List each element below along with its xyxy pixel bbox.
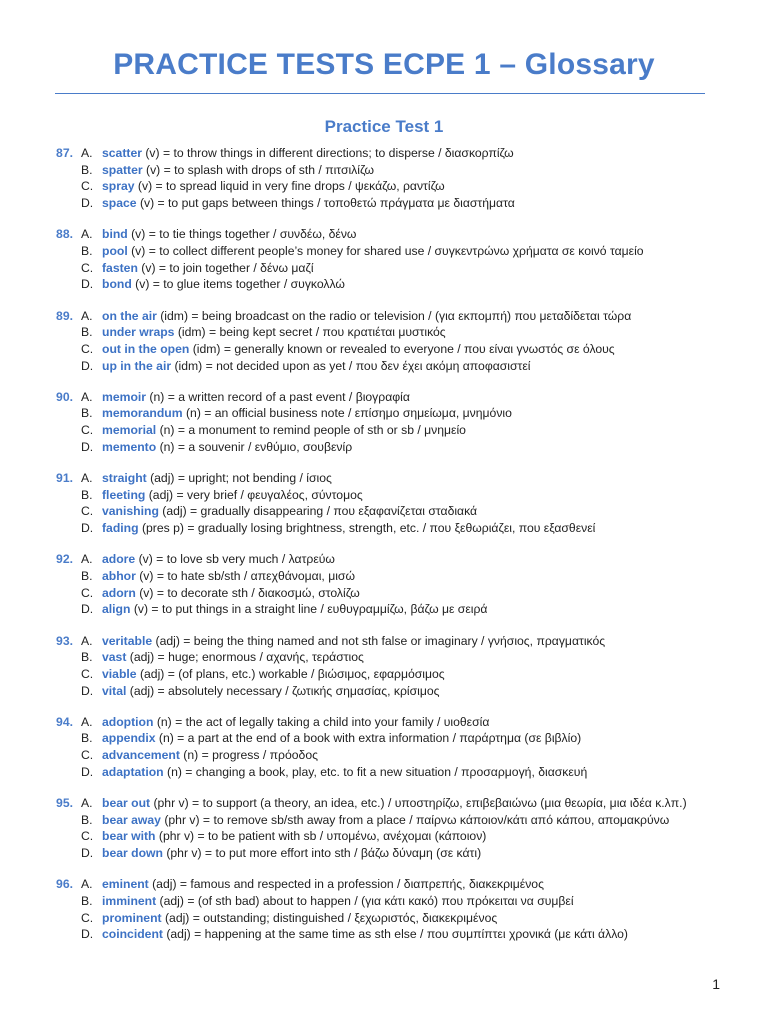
term-definition: (n) = a souvenir / ενθύμιο, σουβενίρ bbox=[156, 439, 353, 454]
glossary-entry bbox=[0, 926, 768, 943]
entry-text bbox=[102, 747, 318, 764]
glossary-entry bbox=[0, 666, 768, 683]
glossary-entry bbox=[0, 324, 768, 341]
glossary-term: spray bbox=[102, 179, 135, 194]
glossary-entry bbox=[0, 341, 768, 358]
glossary-term: adorn bbox=[102, 585, 136, 600]
entry-text bbox=[102, 568, 355, 585]
entry-text bbox=[102, 260, 314, 277]
glossary-entry bbox=[0, 601, 768, 618]
term-definition: (v) = to put gaps between things / τοποθετώ πράγματα με διαστήματα bbox=[136, 196, 515, 211]
term-definition: (adj) = outstanding; distinguished / ξεχωριστός, διακεκριμένος bbox=[161, 910, 498, 925]
glossary-term: bear down bbox=[102, 846, 163, 861]
glossary-term: advancement bbox=[102, 748, 180, 763]
entry-text bbox=[102, 276, 345, 293]
entry-text bbox=[102, 893, 574, 910]
term-definition: (v) = to glue items together / συγκολλώ bbox=[131, 277, 345, 292]
option-letter: C. bbox=[81, 179, 94, 194]
option-letter: A. bbox=[81, 552, 93, 567]
glossary-term: bond bbox=[102, 277, 132, 292]
glossary-entry bbox=[0, 487, 768, 504]
entry-text bbox=[102, 389, 410, 406]
glossary-entry bbox=[0, 551, 768, 568]
question-number: 87. bbox=[56, 146, 73, 160]
term-definition: (v) = to tie things together / συνδέω, δένω bbox=[127, 227, 357, 242]
glossary-term: fading bbox=[102, 521, 139, 536]
glossary-entry bbox=[0, 845, 768, 862]
question-group bbox=[0, 389, 768, 456]
question-group bbox=[0, 145, 768, 212]
glossary-entry bbox=[0, 503, 768, 520]
term-definition: (adj) = very brief / φευγαλέος, σύντομος bbox=[145, 487, 363, 502]
question-number: 94. bbox=[56, 714, 73, 729]
option-letter: A. bbox=[81, 471, 93, 485]
entry-text bbox=[102, 178, 445, 195]
option-letter: B. bbox=[81, 812, 93, 827]
term-definition: (adj) = happening at the same time as sth else / που συμπίπτει χρονικά (με κάτι άλλο) bbox=[162, 927, 628, 942]
entry-text bbox=[102, 601, 487, 618]
page-title: PRACTICE TESTS ECPE 1 – Glossary bbox=[113, 48, 655, 81]
question-number: 96. bbox=[56, 877, 73, 892]
option-letter: C. bbox=[81, 829, 94, 844]
option-letter: B. bbox=[81, 406, 93, 421]
glossary-term: pool bbox=[102, 243, 128, 258]
glossary-entry bbox=[0, 243, 768, 260]
glossary-term: out in the open bbox=[102, 341, 190, 356]
glossary-entry bbox=[0, 730, 768, 747]
glossary-entry bbox=[0, 585, 768, 602]
glossary-term: align bbox=[102, 602, 131, 617]
title-divider bbox=[55, 93, 705, 94]
entry-text bbox=[102, 845, 481, 862]
glossary-term: bind bbox=[102, 227, 128, 242]
glossary-term: space bbox=[102, 196, 137, 211]
glossary-entry bbox=[0, 633, 768, 650]
glossary-entry bbox=[0, 470, 768, 487]
question-group bbox=[0, 226, 768, 293]
glossary-term: eminent bbox=[102, 877, 149, 892]
term-definition: (pres p) = gradually losing brightness, strength, etc. / που ξεθωριάζει, που εξασθενεί bbox=[138, 521, 596, 536]
glossary-entry bbox=[0, 520, 768, 537]
glossary-entry bbox=[0, 795, 768, 812]
question-group bbox=[0, 876, 768, 943]
term-definition: (idm) = being kept secret / που κρατιέται μυστικός bbox=[174, 325, 446, 340]
term-definition: (v) = to hate sb/sth / απεχθάνομαι, μισώ bbox=[135, 568, 355, 583]
glossary-entry bbox=[0, 828, 768, 845]
term-definition: (n) = an official business note / επίσημο σημείωμα, μνημόνιο bbox=[182, 406, 512, 421]
glossary-term: coincident bbox=[102, 927, 163, 942]
entry-text bbox=[102, 828, 486, 845]
entry-text bbox=[102, 226, 356, 243]
option-letter: B. bbox=[81, 243, 93, 258]
glossary-term: appendix bbox=[102, 731, 156, 746]
entry-text bbox=[102, 812, 669, 829]
page-number: 1 bbox=[712, 976, 720, 992]
entry-text bbox=[102, 422, 466, 439]
term-definition: (v) = to splash with drops of sth / πιτσιλίζω bbox=[142, 162, 375, 177]
entry-text bbox=[102, 145, 514, 162]
glossary-entry bbox=[0, 764, 768, 781]
entry-text bbox=[102, 308, 631, 325]
glossary-term: imminent bbox=[102, 893, 157, 908]
glossary-entry bbox=[0, 389, 768, 406]
entry-text bbox=[102, 649, 364, 666]
entry-text bbox=[102, 324, 446, 341]
question-group bbox=[0, 633, 768, 700]
option-letter: B. bbox=[81, 325, 93, 340]
question-group bbox=[0, 470, 768, 537]
option-letter: D. bbox=[81, 846, 94, 861]
glossary-entry bbox=[0, 226, 768, 243]
glossary-entry bbox=[0, 747, 768, 764]
glossary-entry bbox=[0, 162, 768, 179]
term-definition: (v) = to decorate sth / διακοσμώ, στολίζω bbox=[135, 585, 360, 600]
glossary-term: adore bbox=[102, 552, 136, 567]
glossary-term: memento bbox=[102, 439, 157, 454]
glossary-entry bbox=[0, 439, 768, 456]
glossary-term: memorandum bbox=[102, 406, 183, 421]
glossary-term: scatter bbox=[102, 146, 142, 160]
question-group bbox=[0, 714, 768, 781]
term-definition: (n) = a part at the end of a book with extra information / παράρτημα (σε βιβλίο) bbox=[155, 731, 582, 746]
option-letter: C. bbox=[81, 748, 94, 763]
question-number: 89. bbox=[56, 308, 73, 323]
option-letter: A. bbox=[81, 146, 93, 160]
entry-text bbox=[102, 243, 644, 260]
glossary-entry bbox=[0, 308, 768, 325]
term-definition: (adj) = famous and respected in a profession / διαπρεπής, διακεκριμένος bbox=[148, 877, 544, 892]
glossary-term: fleeting bbox=[102, 487, 146, 502]
option-letter: A. bbox=[81, 633, 93, 648]
option-letter: D. bbox=[81, 764, 94, 779]
option-letter: D. bbox=[81, 927, 94, 942]
entry-text bbox=[102, 341, 615, 358]
glossary-term: bear with bbox=[102, 829, 156, 844]
glossary-entry bbox=[0, 260, 768, 277]
glossary-entry bbox=[0, 649, 768, 666]
glossary-entry bbox=[0, 145, 768, 162]
glossary-term: straight bbox=[102, 471, 147, 485]
option-letter: B. bbox=[81, 731, 93, 746]
term-definition: (n) = the act of legally taking a child into your family / υιοθεσία bbox=[153, 714, 490, 729]
glossary-term: fasten bbox=[102, 260, 138, 275]
glossary-term: veritable bbox=[102, 633, 153, 648]
question-number: 88. bbox=[56, 227, 73, 242]
section-title: Practice Test 1 bbox=[324, 117, 444, 136]
glossary-term: spatter bbox=[102, 162, 143, 177]
glossary-term: bear out bbox=[102, 796, 151, 810]
term-definition: (phr v) = to support (a theory, an idea, etc.) / υποστηρίζω, επιβεβαιώνω (μια θεωρία, μια ιδέα κ.λπ.) bbox=[150, 796, 687, 810]
term-definition: (idm) = not decided upon as yet / που δεν έχει ακόμη αποφασιστεί bbox=[171, 358, 531, 373]
glossary-entry bbox=[0, 422, 768, 439]
option-letter: C. bbox=[81, 260, 94, 275]
option-letter: A. bbox=[81, 389, 93, 404]
question-group bbox=[0, 795, 768, 862]
entry-text bbox=[102, 666, 445, 683]
option-letter: C. bbox=[81, 504, 94, 519]
entry-text bbox=[102, 162, 374, 179]
glossary-term: memoir bbox=[102, 389, 147, 404]
glossary-entry bbox=[0, 910, 768, 927]
term-definition: (v) = to put things in a straight line / ευθυγραμμίζω, βάζω με σειρά bbox=[130, 602, 488, 617]
entry-text bbox=[102, 926, 628, 943]
term-definition: (n) = progress / πρόοδος bbox=[179, 748, 318, 763]
glossary-entry bbox=[0, 876, 768, 893]
glossary-term: abhor bbox=[102, 568, 136, 583]
option-letter: B. bbox=[81, 893, 93, 908]
glossary-entry bbox=[0, 405, 768, 422]
entry-text bbox=[102, 520, 595, 537]
glossary-entry bbox=[0, 195, 768, 212]
option-letter: B. bbox=[81, 568, 93, 583]
term-definition: (idm) = being broadcast on the radio or television / (για εκπομπή) που μεταδίδεται τώρα bbox=[156, 308, 632, 323]
glossary-entry bbox=[0, 893, 768, 910]
question-group bbox=[0, 308, 768, 375]
term-definition: (adj) = (of plans, etc.) workable / βιώσιμος, εφαρμόσιμος bbox=[136, 666, 445, 681]
glossary-entry bbox=[0, 568, 768, 585]
glossary-entry bbox=[0, 276, 768, 293]
term-definition: (v) = to collect different people’s money for shared use / συγκεντρώνω χρήματα σε κοινό ταμείο bbox=[127, 243, 644, 258]
entry-text bbox=[102, 358, 530, 375]
option-letter: C. bbox=[81, 585, 94, 600]
term-definition: (idm) = generally known or revealed to everyone / που είναι γνωστός σε όλους bbox=[189, 341, 615, 356]
term-definition: (n) = changing a book, play, etc. to fit a new situation / προσαρμογή, διασκευή bbox=[163, 764, 588, 779]
glossary-term: vital bbox=[102, 683, 127, 698]
option-letter: D. bbox=[81, 683, 94, 698]
term-definition: (adj) = absolutely necessary / ζωτικής σημασίας, κρίσιμος bbox=[126, 683, 440, 698]
term-definition: (v) = to spread liquid in very fine drops / ψεκάζω, ραντίζω bbox=[134, 179, 445, 194]
glossary-term: adoption bbox=[102, 714, 154, 729]
option-letter: C. bbox=[81, 423, 94, 438]
term-definition: (n) = a written record of a past event / βιογραφία bbox=[146, 389, 410, 404]
entry-text bbox=[102, 195, 515, 212]
option-letter: D. bbox=[81, 439, 94, 454]
entry-text bbox=[102, 405, 512, 422]
term-definition: (adj) = gradually disappearing / που εξαφανίζεται σταδιακά bbox=[158, 504, 478, 519]
option-letter: D. bbox=[81, 521, 94, 536]
option-letter: D. bbox=[81, 196, 94, 211]
glossary-entries bbox=[0, 145, 768, 958]
term-definition: (phr v) = to remove sb/sth away from a place / παίρνω κάποιον/κάτι από κάπου, απομακρύνω bbox=[160, 812, 670, 827]
option-letter: B. bbox=[81, 162, 93, 177]
entry-text bbox=[102, 876, 544, 893]
glossary-term: prominent bbox=[102, 910, 162, 925]
option-letter: A. bbox=[81, 227, 93, 242]
term-definition: (v) = to love sb very much / λατρεύω bbox=[135, 552, 335, 567]
term-definition: (adj) = huge; enormous / αχανής, τεράστιος bbox=[126, 650, 364, 665]
glossary-term: viable bbox=[102, 666, 137, 681]
option-letter: C. bbox=[81, 341, 94, 356]
question-number: 92. bbox=[56, 552, 73, 567]
entry-text bbox=[102, 585, 360, 602]
option-letter: A. bbox=[81, 714, 93, 729]
glossary-entry bbox=[0, 812, 768, 829]
entry-text bbox=[102, 439, 352, 456]
option-letter: D. bbox=[81, 277, 94, 292]
entry-text bbox=[102, 487, 363, 504]
option-letter: C. bbox=[81, 666, 94, 681]
question-number: 95. bbox=[56, 796, 73, 810]
glossary-term: on the air bbox=[102, 308, 157, 323]
glossary-entry bbox=[0, 178, 768, 195]
entry-text bbox=[102, 683, 440, 700]
option-letter: A. bbox=[81, 308, 93, 323]
term-definition: (adj) = (of sth bad) about to happen / (για κάτι κακό) που πρόκειται να συμβεί bbox=[156, 893, 574, 908]
question-number: 93. bbox=[56, 633, 73, 648]
entry-text bbox=[102, 764, 587, 781]
term-definition: (v) = to throw things in different directions; to disperse / διασκορπίζω bbox=[141, 146, 514, 160]
glossary-term: under wraps bbox=[102, 325, 175, 340]
glossary-term: adaptation bbox=[102, 764, 164, 779]
option-letter: A. bbox=[81, 796, 93, 810]
entry-text bbox=[102, 633, 605, 650]
glossary-term: vast bbox=[102, 650, 127, 665]
term-definition: (v) = to join together / δένω μαζί bbox=[137, 260, 314, 275]
question-group bbox=[0, 551, 768, 618]
entry-text bbox=[102, 730, 581, 747]
term-definition: (phr v) = to put more effort into sth / βάζω δύναμη (σε κάτι) bbox=[162, 846, 482, 861]
glossary-term: vanishing bbox=[102, 504, 159, 519]
option-letter: A. bbox=[81, 877, 93, 892]
term-definition: (phr v) = to be patient with sb / υπομένω, ανέχομαι (κάποιον) bbox=[155, 829, 487, 844]
entry-text bbox=[102, 910, 497, 927]
glossary-entry bbox=[0, 683, 768, 700]
entry-text bbox=[102, 503, 477, 520]
option-letter: C. bbox=[81, 910, 94, 925]
glossary-term: up in the air bbox=[102, 358, 172, 373]
glossary-term: bear away bbox=[102, 812, 161, 827]
option-letter: B. bbox=[81, 487, 93, 502]
glossary-entry bbox=[0, 714, 768, 731]
term-definition: (adj) = upright; not bending / ίσιος bbox=[146, 471, 332, 485]
term-definition: (adj) = being the thing named and not sth false or imaginary / γνήσιος, πραγματικός bbox=[152, 633, 606, 648]
glossary-term: memorial bbox=[102, 423, 157, 438]
entry-text bbox=[102, 795, 687, 812]
option-letter: B. bbox=[81, 650, 93, 665]
question-number: 91. bbox=[56, 471, 73, 485]
option-letter: D. bbox=[81, 602, 94, 617]
entry-text bbox=[102, 714, 489, 731]
entry-text bbox=[102, 470, 332, 487]
glossary-entry bbox=[0, 358, 768, 375]
question-number: 90. bbox=[56, 389, 73, 404]
option-letter: D. bbox=[81, 358, 94, 373]
term-definition: (n) = a monument to remind people of sth or sb / μνημείο bbox=[156, 423, 466, 438]
entry-text bbox=[102, 551, 335, 568]
